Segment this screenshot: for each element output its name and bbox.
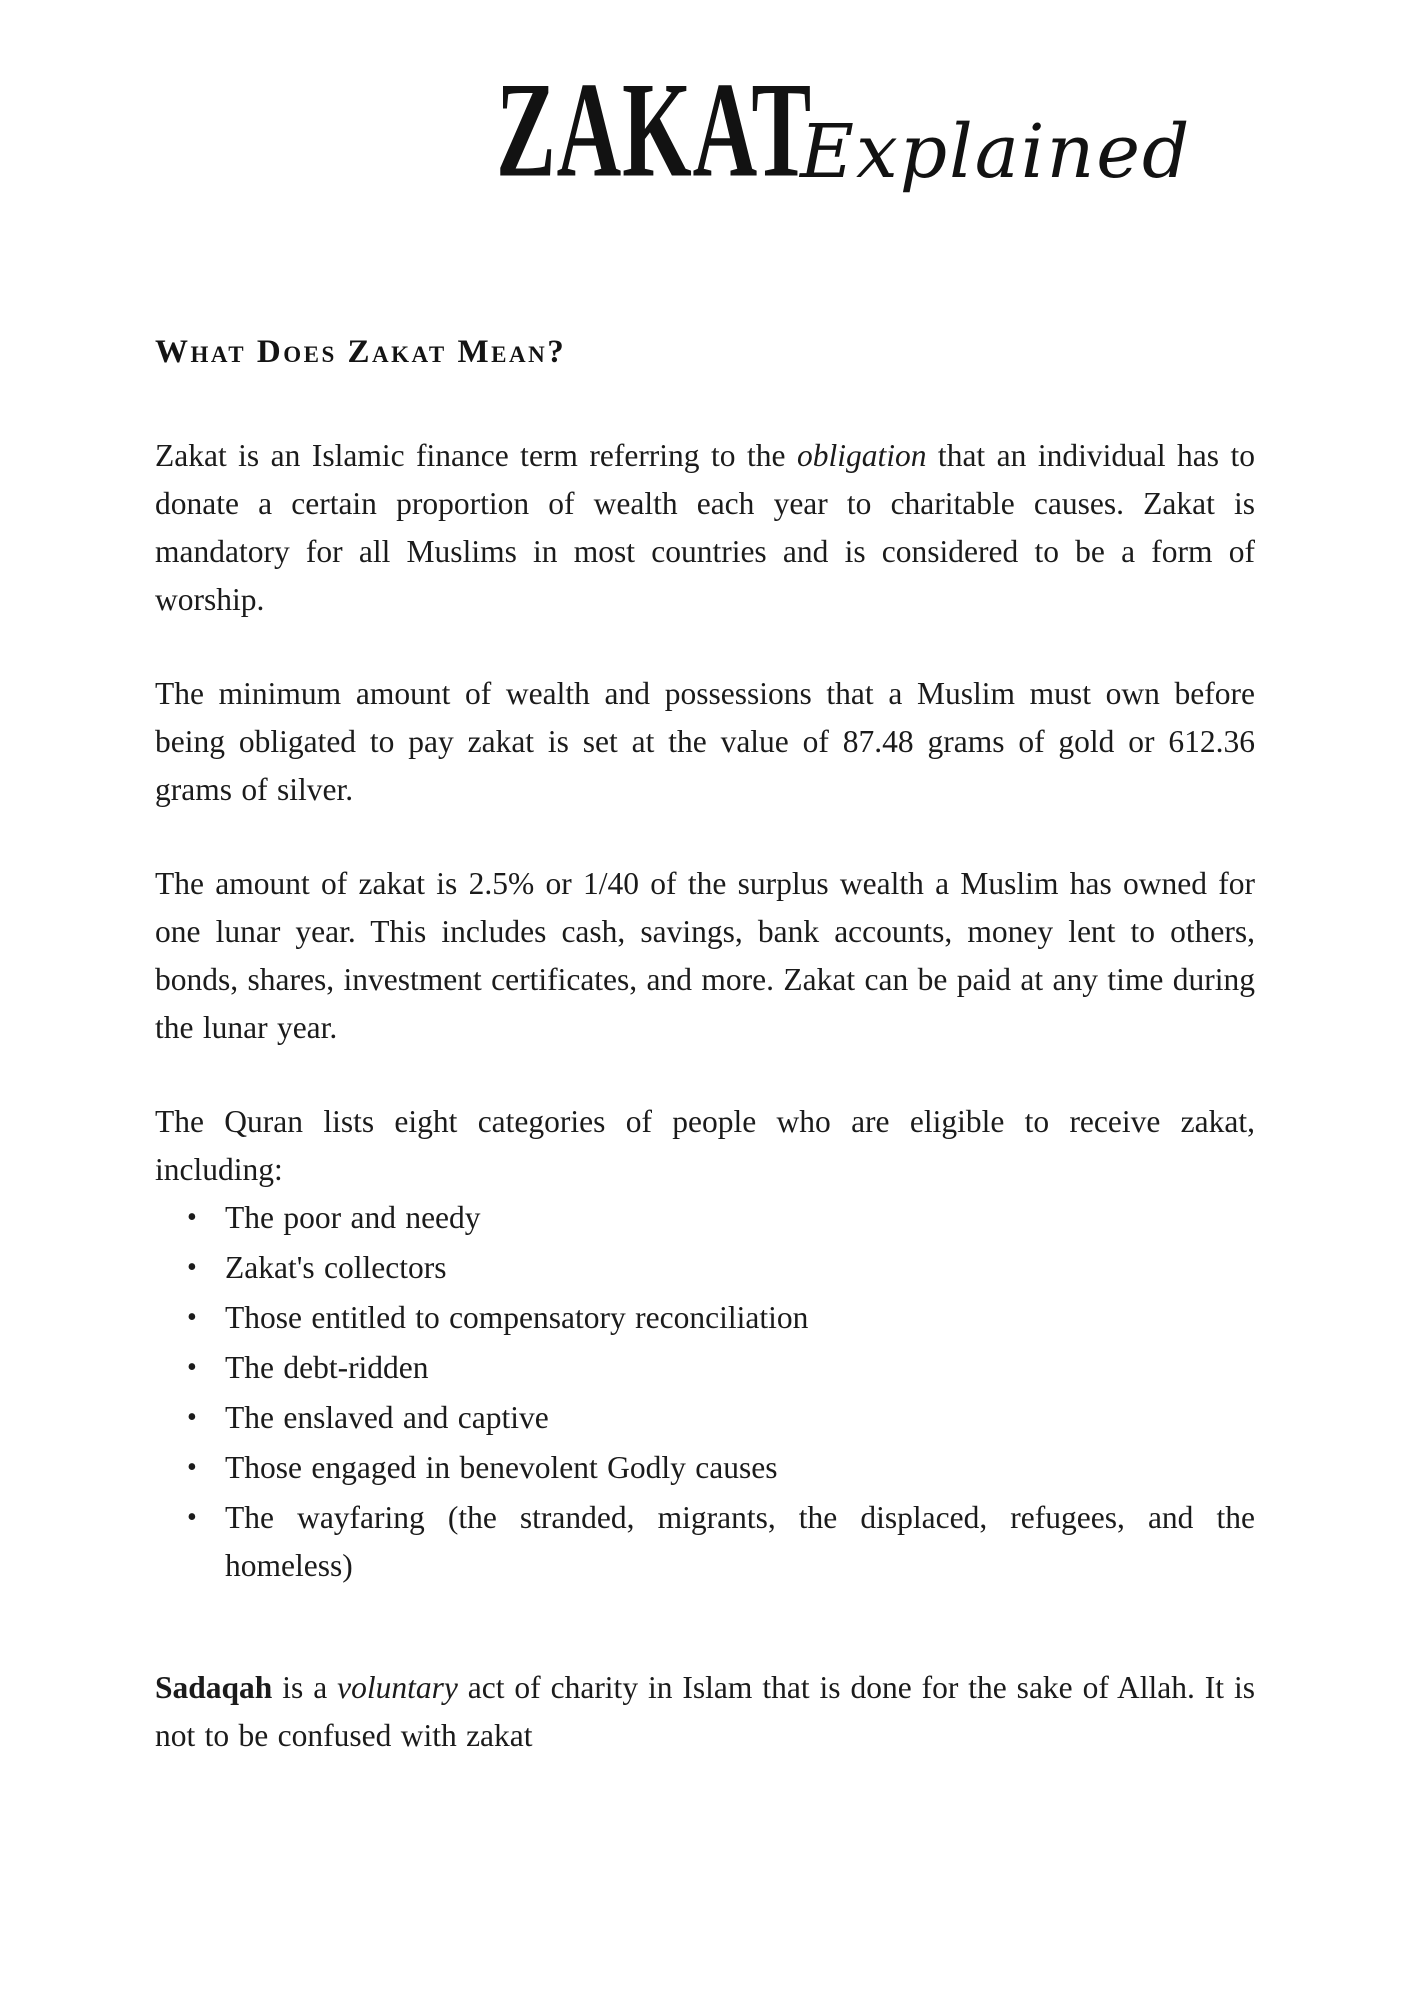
paragraph-sadaqah-bold-term: Sadaqah (155, 1670, 273, 1705)
document-body (155, 332, 1255, 1760)
logo-explained-script: Explained (800, 109, 1192, 195)
paragraph-definition-text-2: that an individual has to donate a certain proportion of wealth each year to charitable causes. Zakat is mandatory for all Muslims in most countries and is considered to be a form of worship. (155, 438, 1256, 617)
logo-zakat-wordmark: ZAKAT (496, 54, 812, 206)
paragraph-definition (155, 432, 1255, 624)
list-item: • The poor and needy (225, 1194, 1255, 1242)
paragraph-definition-italic-obligation: obligation (796, 438, 927, 473)
eligible-categories-list (155, 1194, 1255, 1590)
list-item: • The wayfaring (the stranded, migrants, the displaced, refugees, and the homeless) (225, 1494, 1255, 1590)
paragraph-sadaqah-text-1: is a (272, 1670, 338, 1705)
paragraph-definition-text-1: Zakat is an Islamic finance term referring to the (155, 438, 797, 473)
section-heading: What Does Zakat Mean? (155, 334, 567, 370)
list-item: • The enslaved and captive (225, 1394, 1255, 1442)
paragraph-zakat-amount: The amount of zakat is 2.5% or 1/40 of the surplus wealth a Muslim has owned for one lunar year. This includes cash, savings, bank accounts, money lent to others, bonds, shares, investment certificates, and more. Zakat can be paid at any time during the lunar year. (155, 866, 1255, 1045)
paragraph-sadaqah-italic-voluntary: voluntary (337, 1670, 458, 1705)
list-item: • The debt-ridden (225, 1344, 1255, 1392)
paragraph-sadaqah-text-2: act of charity in Islam that is done for the sake of Allah. It is not to be confused with zakat (155, 1670, 1255, 1753)
paragraph-quran-categories-intro: The Quran lists eight categories of people who are eligible to receive zakat, including: (155, 1104, 1255, 1187)
paragraph-minimum-wealth: The minimum amount of wealth and possessions that a Muslim must own before being obligated to pay zakat is set at the value of 87.48 grams of gold or 612.36 grams of silver. (155, 676, 1255, 807)
list-item: • Those engaged in benevolent Godly causes (225, 1444, 1255, 1492)
list-item: • Those entitled to compensatory reconciliation (225, 1294, 1255, 1342)
paragraph-sadaqah (155, 1664, 1255, 1760)
header (0, 0, 1409, 240)
list-item: • Zakat's collectors (225, 1244, 1255, 1292)
